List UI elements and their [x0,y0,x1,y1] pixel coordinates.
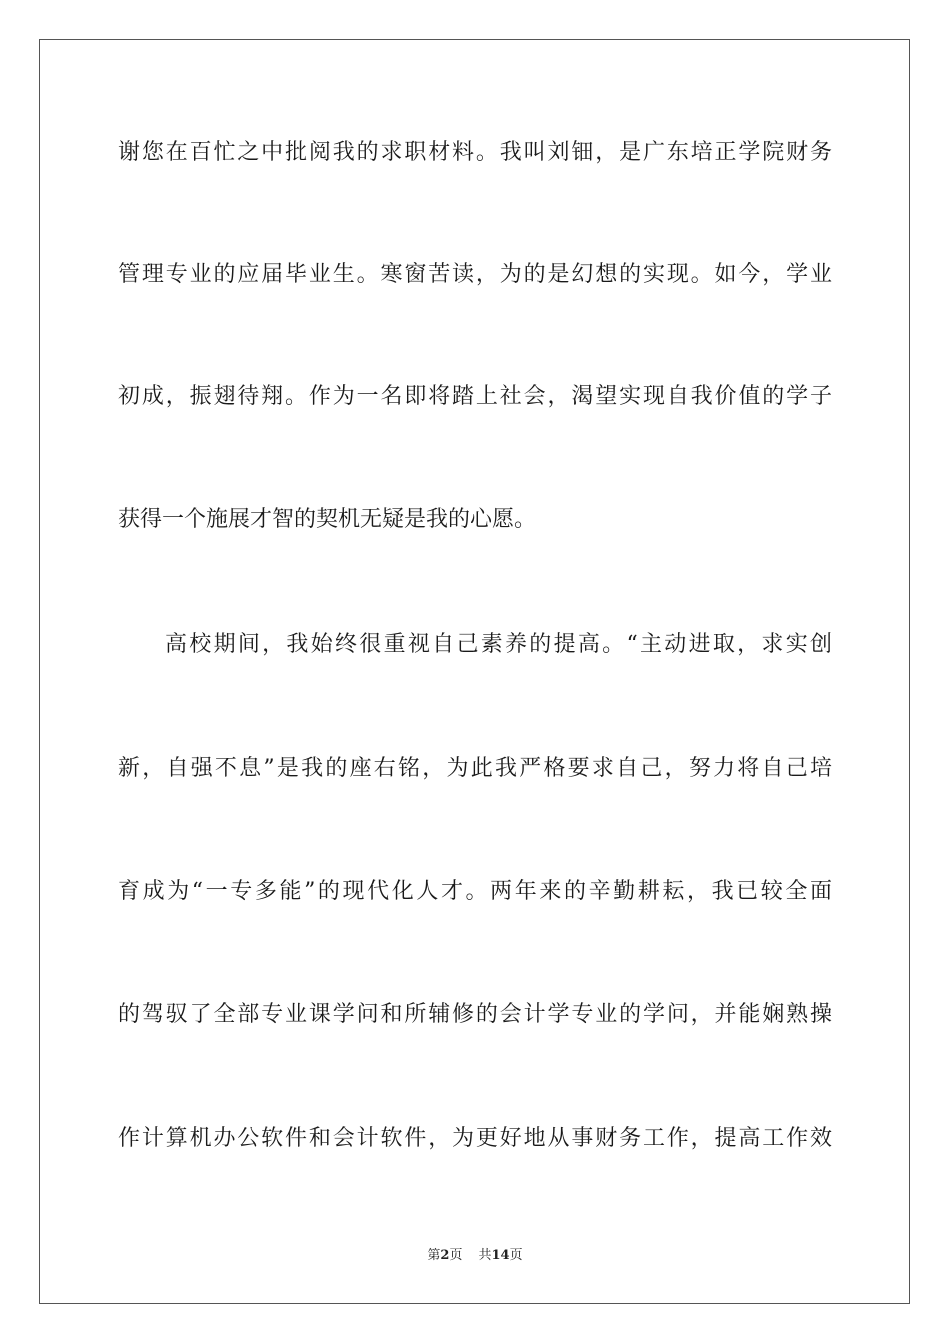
text-line: 初成，振翅待翔。作为一名即将踏上社会，渴望实现自我价值的学子 [118,384,832,409]
text-line: 高校期间，我始终很重视自己素养的提高。“主动进取，求实创 [165,632,832,657]
text-line: 的驾驭了全部专业课学问和所辅修的会计学专业的学问，并能娴熟操 [118,1002,832,1027]
page-footer [0,1247,950,1265]
text-line: 新，自强不息”是我的座右铭，为此我严格要求自己，努力将自己培 [118,756,832,781]
page-number: 2 [440,1248,450,1263]
text-line: 育成为“一专多能”的现代化人才。两年来的辛勤耕耘，我已较全面 [118,879,832,904]
text-line: 获得一个施展才智的契机无疑是我的心愿。 [118,507,537,532]
page-border [39,39,910,1304]
page-prefix: 第 [427,1248,441,1263]
total-prefix: 共 [478,1248,492,1263]
text-line: 谢您在百忙之中批阅我的求职材料。我叫刘钿，是广东培正学院财务 [118,140,832,165]
text-line: 作计算机办公软件和会计软件，为更好地从事财务工作，提高工作效 [118,1126,832,1151]
total-suffix: 页 [509,1248,523,1263]
text-line: 管理专业的应届毕业生。寒窗苦读，为的是幻想的实现。如今，学业 [118,262,832,287]
page-suffix: 页 [449,1248,463,1263]
total-pages: 14 [491,1248,510,1263]
